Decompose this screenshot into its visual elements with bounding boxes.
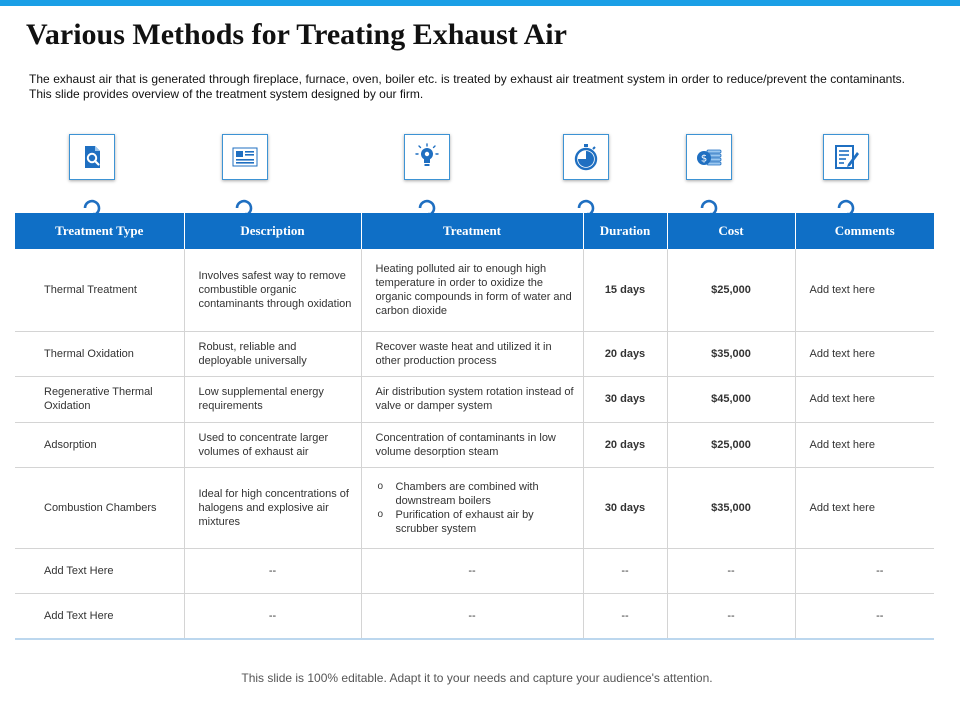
comments-cell: Add text here: [795, 331, 934, 376]
cost-cell: $35,000: [667, 331, 795, 376]
treatment-type-cell: Add Text Here: [15, 548, 184, 593]
search-document-icon: [69, 134, 115, 180]
treatment-type-cell: Thermal Oxidation: [15, 331, 184, 376]
treatment-cell: [361, 467, 583, 548]
treatment-table: [15, 213, 934, 640]
treatment-cell: --: [361, 548, 583, 593]
header-description: Description: [184, 213, 361, 249]
header-cost: Cost: [667, 213, 795, 249]
description-cell: Low supplemental energy requirements: [184, 376, 361, 422]
header-comments: Comments: [795, 213, 934, 249]
cost-cell: $25,000: [667, 249, 795, 331]
treatment-cell: Concentration of contaminants in low volume desorption steam: [361, 422, 583, 467]
duration-cell: 20 days: [583, 422, 667, 467]
comments-cell: --: [795, 593, 934, 639]
description-cell: --: [184, 593, 361, 639]
treatment-bullet-item: o Purification of exhaust air by scrubber system: [376, 508, 575, 536]
header-duration: Duration: [583, 213, 667, 249]
treatment-type-cell: Combustion Chambers: [15, 467, 184, 548]
intro-paragraph: The exhaust air that is generated through fireplace, furnace, oven, boiler etc. is treated by exhaust air treatment system in order to reduce/prevent the contaminants. This slide provides overview of the treatment system designed by our firm.: [29, 72, 905, 101]
treatment-cell: Recover waste heat and utilized it in other production process: [361, 331, 583, 376]
duration-cell: 15 days: [583, 249, 667, 331]
treatment-bullet-list: [376, 480, 575, 536]
cost-cell: $45,000: [667, 376, 795, 422]
page-title: Various Methods for Treating Exhaust Air: [26, 18, 567, 51]
duration-cell: 30 days: [583, 376, 667, 422]
description-cell: Ideal for high concentrations of halogens and explosive air mixtures: [184, 467, 361, 548]
header-treatment: Treatment: [361, 213, 583, 249]
cost-cell: --: [667, 548, 795, 593]
comments-cell: Add text here: [795, 376, 934, 422]
treatment-cell: Air distribution system rotation instead of valve or damper system: [361, 376, 583, 422]
description-cell: Involves safest way to remove combustible organic contaminants through oxidation: [184, 249, 361, 331]
table-row: [15, 249, 934, 331]
duration-cell: --: [583, 593, 667, 639]
treatment-cell: Heating polluted air to enough high temperature in order to oxidize the organic compounds in form of water and carbon dioxide: [361, 249, 583, 331]
cost-cell: $25,000: [667, 422, 795, 467]
footer-note: This slide is 100% editable. Adapt it to your needs and capture your audience's attention.: [241, 671, 713, 685]
table-row: [15, 422, 934, 467]
table-row: [15, 593, 934, 639]
comments-cell: --: [795, 548, 934, 593]
svg-text:$: $: [700, 153, 708, 165]
table-row: [15, 467, 934, 548]
duration-cell: 20 days: [583, 331, 667, 376]
treatment-cell: --: [361, 593, 583, 639]
lightbulb-icon: [404, 134, 450, 180]
treatment-bullet-item: o Chambers are combined with downstream boilers: [376, 480, 575, 508]
stopwatch-icon: [563, 134, 609, 180]
table-row: [15, 376, 934, 422]
cost-cell: $35,000: [667, 467, 795, 548]
cost-cell: --: [667, 593, 795, 639]
edit-notes-icon: [823, 134, 869, 180]
treatment-type-cell: Add Text Here: [15, 593, 184, 639]
table-row: [15, 548, 934, 593]
treatment-type-cell: Adsorption: [15, 422, 184, 467]
description-cell: Robust, reliable and deployable universally: [184, 331, 361, 376]
comments-cell: Add text here: [795, 249, 934, 331]
coins-icon: [686, 134, 732, 180]
newspaper-icon: [222, 134, 268, 180]
treatment-type-cell: Regenerative Thermal Oxidation: [15, 376, 184, 422]
description-cell: Used to concentrate larger volumes of exhaust air: [184, 422, 361, 467]
table-row: [15, 331, 934, 376]
treatment-type-cell: Thermal Treatment: [15, 249, 184, 331]
comments-cell: Add text here: [795, 467, 934, 548]
description-cell: --: [184, 548, 361, 593]
comments-cell: Add text here: [795, 422, 934, 467]
header-treatment-type: Treatment Type: [15, 213, 184, 249]
top-accent-bar: [0, 0, 960, 6]
duration-cell: 30 days: [583, 467, 667, 548]
duration-cell: --: [583, 548, 667, 593]
table-header-row: [15, 213, 934, 249]
